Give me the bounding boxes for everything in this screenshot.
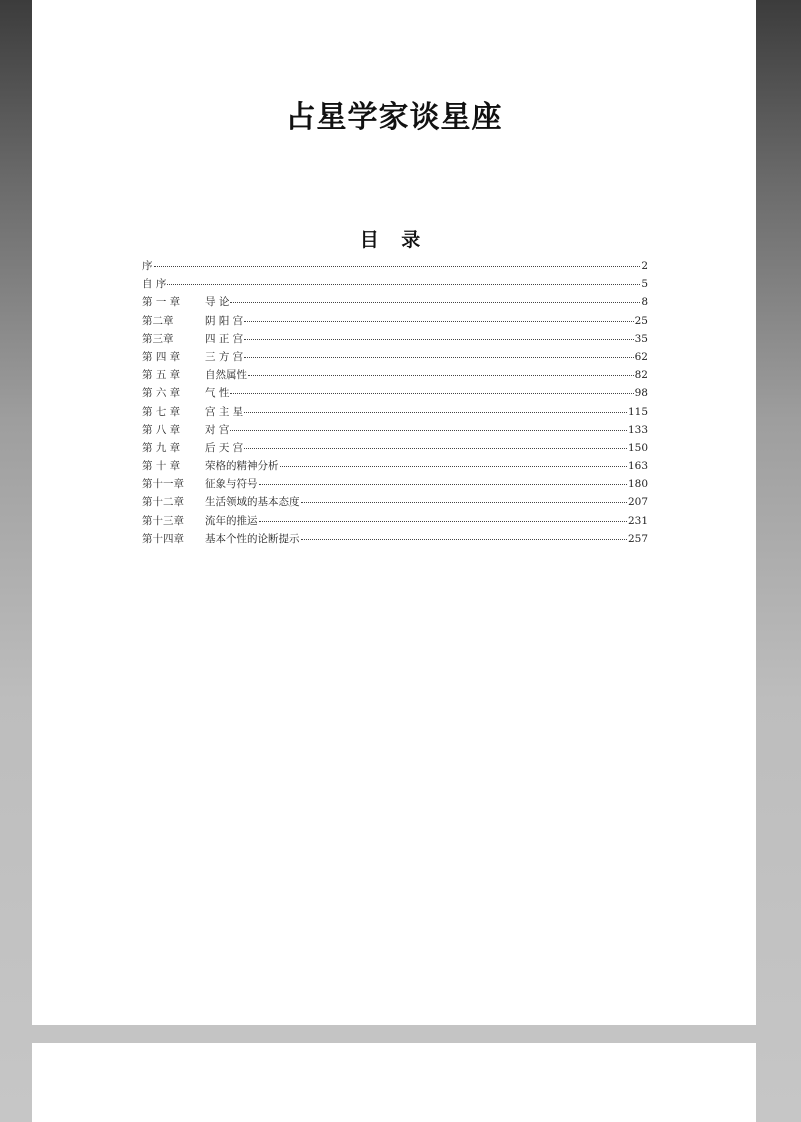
toc-leader-dots: [301, 539, 627, 540]
toc-entry-number: 第 七 章: [142, 405, 181, 418]
toc-entry-title: 宫 主 星: [205, 405, 244, 418]
toc-entry-number: 第 四 章: [142, 350, 181, 363]
toc-leader-dots: [244, 321, 633, 322]
toc-leader-dots: [248, 375, 634, 376]
toc-entry-title: 后 天 宫: [205, 441, 244, 454]
toc-entry-title: 对 宫: [205, 423, 230, 436]
toc-entry-number: 第十三章: [142, 514, 184, 527]
toc-entry-page: 35: [634, 332, 648, 345]
toc-entry-title: 自然属性: [205, 369, 247, 382]
toc-entry-title: 征象与符号: [205, 478, 258, 491]
toc-entry-page: 257: [627, 532, 648, 545]
toc-entry-title: 荣格的精神分析: [205, 460, 279, 473]
toc-entry-title: 阴 阳 宫: [205, 314, 244, 327]
toc-leader-dots: [280, 466, 627, 467]
toc-entry-page: 5: [641, 278, 648, 291]
toc-entry-number: 序: [142, 260, 153, 272]
document-page: [32, 0, 756, 1025]
toc-entry-page: 2: [641, 260, 648, 272]
toc-entry-page: 231: [627, 514, 648, 527]
toc-entry-page: 82: [634, 369, 648, 382]
toc-entry-number: 第十二章: [142, 496, 184, 509]
toc-entry-page: 25: [634, 314, 648, 327]
toc-entry-page: 98: [634, 387, 648, 400]
toc-leader-dots: [244, 357, 633, 358]
toc-entry-title: 三 方 宫: [205, 350, 244, 363]
toc-entry-number: 第三章: [142, 332, 174, 345]
table-of-contents: [142, 258, 648, 549]
toc-entry-title: 气 性: [205, 387, 230, 400]
toc-leader-dots: [230, 430, 627, 431]
toc-entry[interactable]: [142, 404, 648, 422]
toc-entry-number: 第十一章: [142, 478, 184, 491]
toc-leader-dots: [167, 284, 640, 285]
toc-entry[interactable]: [142, 313, 648, 331]
toc-leader-dots: [244, 339, 633, 340]
toc-entry[interactable]: [142, 258, 648, 276]
toc-entry-number: 第 八 章: [142, 423, 181, 436]
toc-entry-title: 流年的推运: [205, 514, 258, 527]
toc-entry-number: 第 六 章: [142, 387, 181, 400]
toc-entry[interactable]: [142, 458, 648, 476]
toc-entry[interactable]: [142, 331, 648, 349]
book-title: 占星学家谈星座: [285, 100, 503, 135]
toc-entry-number: 第十四章: [142, 532, 184, 545]
toc-entry[interactable]: [142, 349, 648, 367]
toc-entry-number: 第 十 章: [142, 460, 181, 473]
toc-entry[interactable]: [142, 422, 648, 440]
toc-leader-dots: [230, 393, 633, 394]
toc-entry[interactable]: [142, 513, 648, 531]
toc-entry-page: 8: [641, 296, 648, 309]
toc-entry[interactable]: [142, 385, 648, 403]
toc-entry-page: 180: [627, 478, 648, 491]
toc-entry-number: 第 五 章: [142, 369, 181, 382]
toc-entry-title: 四 正 宫: [205, 332, 244, 345]
toc-leader-dots: [259, 521, 627, 522]
toc-entry-title: 生活领域的基本态度: [205, 496, 300, 509]
toc-heading: 目 录: [359, 229, 429, 251]
toc-entry-number: 自 序: [142, 278, 167, 291]
toc-entry-number: 第二章: [142, 314, 174, 327]
toc-entry[interactable]: [142, 476, 648, 494]
toc-leader-dots: [244, 448, 627, 449]
toc-entry[interactable]: [142, 294, 648, 312]
toc-entry[interactable]: [142, 276, 648, 294]
toc-leader-dots: [301, 502, 627, 503]
toc-entry-page: 133: [627, 423, 648, 436]
toc-entry-title: 导 论: [205, 296, 230, 309]
toc-entry-page: 62: [634, 350, 648, 363]
toc-entry[interactable]: [142, 494, 648, 512]
toc-entry-page: 207: [627, 496, 648, 509]
toc-leader-dots: [259, 484, 627, 485]
toc-leader-dots: [244, 412, 627, 413]
toc-entry-page: 115: [627, 405, 648, 418]
toc-entry[interactable]: [142, 531, 648, 549]
toc-entry-title: 基本个性的论断提示: [205, 532, 300, 545]
toc-leader-dots: [154, 266, 641, 267]
toc-entry[interactable]: [142, 440, 648, 458]
next-document-page: [32, 1043, 756, 1122]
toc-entry-page: 150: [627, 441, 648, 454]
toc-entry-number: 第 九 章: [142, 441, 181, 454]
toc-entry-page: 163: [627, 460, 648, 473]
toc-leader-dots: [230, 302, 640, 303]
toc-entry[interactable]: [142, 367, 648, 385]
toc-entry-number: 第 一 章: [142, 296, 181, 309]
